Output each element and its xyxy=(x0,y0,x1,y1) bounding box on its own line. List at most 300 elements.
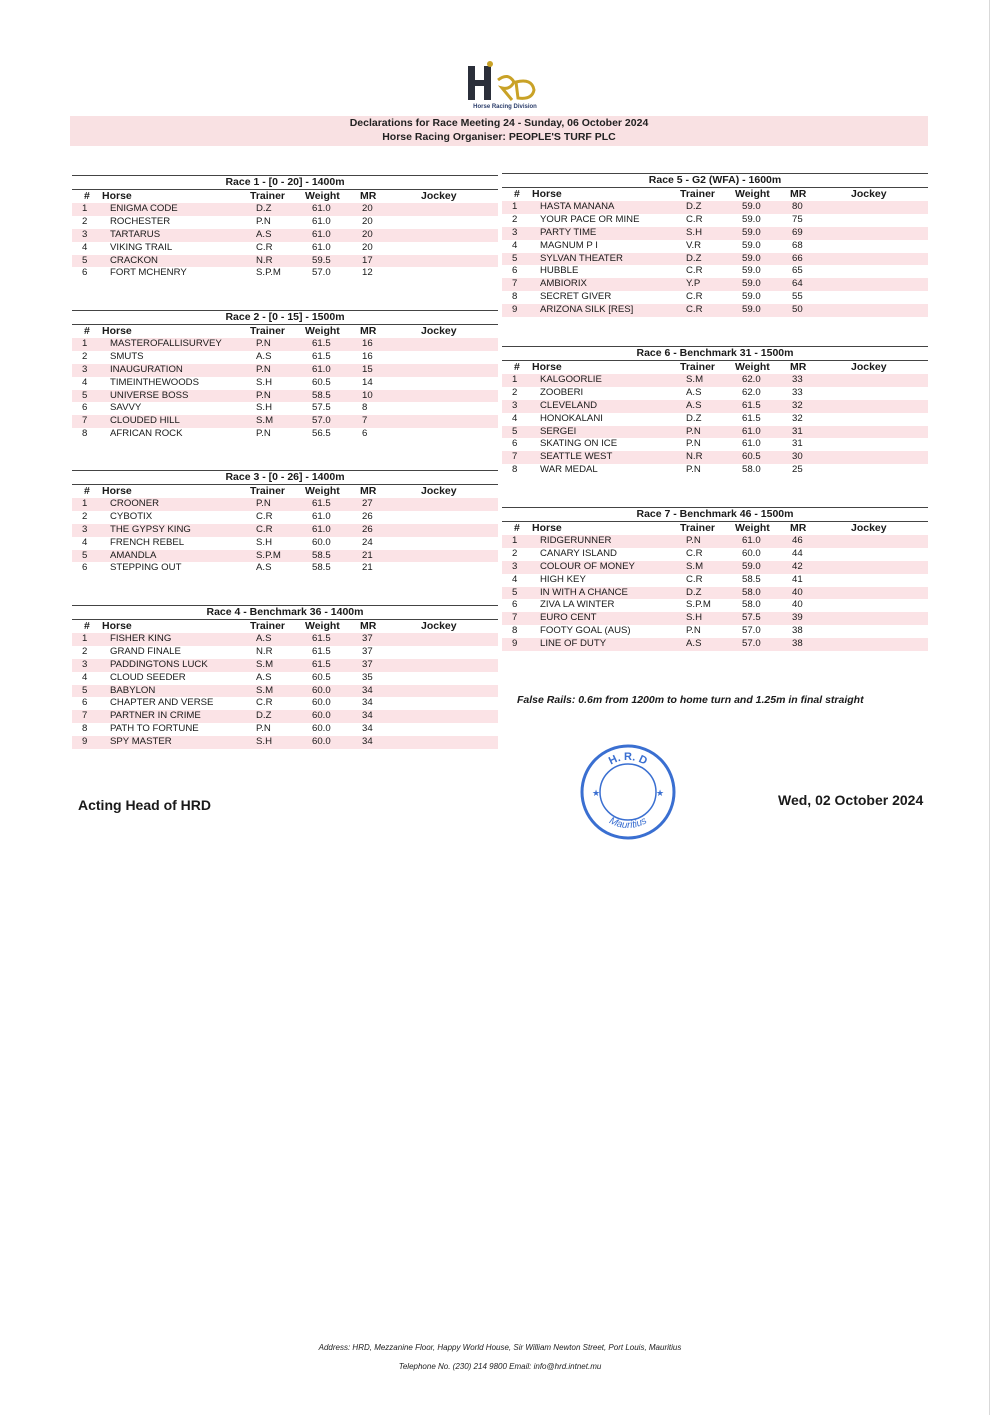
runner-trainer: N.R xyxy=(256,254,273,266)
race-table-header xyxy=(502,521,928,535)
runner-mr: 38 xyxy=(792,638,803,650)
runner-num: 8 xyxy=(82,723,88,735)
runner-horse: PARTY TIME xyxy=(540,226,597,238)
column-header-horse: Horse xyxy=(532,188,562,200)
runner-weight: 58.5 xyxy=(742,573,761,585)
footer-address: Address: HRD, Mezzanine Floor, Happy World House, Sir William Newton Street, Port Louis, Mauritius xyxy=(318,1343,682,1352)
runner-horse: CROONER xyxy=(110,498,160,509)
column-header-trainer: Trainer xyxy=(250,190,286,202)
runner-trainer: P.N xyxy=(256,338,271,349)
runner-num: 4 xyxy=(82,536,88,548)
runner-horse: STEPPING OUT xyxy=(110,562,182,574)
runner-horse: SKATING ON ICE xyxy=(540,438,618,450)
runner-weight: 60.5 xyxy=(312,671,331,683)
svg-text:H. R. D xyxy=(607,751,649,767)
column-header-mr: MR xyxy=(790,522,807,534)
runner-row xyxy=(502,612,928,625)
runner-num: 8 xyxy=(512,464,518,476)
runner-weight: 58.0 xyxy=(742,599,761,611)
race-table-header xyxy=(502,360,928,374)
runner-weight: 61.5 xyxy=(312,338,331,349)
runner-num: 3 xyxy=(82,363,88,375)
runner-mr: 21 xyxy=(362,549,373,561)
runner-weight: 59.0 xyxy=(742,304,761,316)
runner-trainer: D.Z xyxy=(686,252,702,264)
runner-num: 3 xyxy=(82,658,88,670)
runner-horse: PATH TO FORTUNE xyxy=(110,723,199,735)
runner-num: 4 xyxy=(82,376,88,388)
runner-num: 1 xyxy=(512,535,518,546)
race-table-header xyxy=(72,619,498,633)
runner-num: 9 xyxy=(512,638,518,650)
runner-horse: INAUGURATION xyxy=(110,363,183,375)
runner-row xyxy=(72,646,498,659)
runner-horse: IN WITH A CHANCE xyxy=(540,586,628,598)
runner-horse: SERGEI xyxy=(540,425,577,437)
runner-num: 7 xyxy=(512,278,518,290)
runner-row xyxy=(72,685,498,698)
column-header-mr: MR xyxy=(790,188,807,200)
column-header-num: # xyxy=(514,188,520,200)
svg-text:Mauritius xyxy=(607,815,648,831)
runner-horse: MAGNUM P I xyxy=(540,239,598,251)
runner-row xyxy=(72,633,498,646)
runner-trainer: A.S xyxy=(256,671,272,683)
runner-horse: RIDGERUNNER xyxy=(540,535,612,546)
runner-mr: 15 xyxy=(362,363,373,375)
runner-horse: FOOTY GOAL (AUS) xyxy=(540,625,631,637)
runner-weight: 57.0 xyxy=(742,625,761,637)
runner-row xyxy=(72,338,498,351)
runner-mr: 25 xyxy=(792,464,803,476)
runner-row xyxy=(502,638,928,651)
runner-trainer: A.S xyxy=(686,386,702,398)
column-header-horse: Horse xyxy=(102,325,132,337)
runner-horse: CLOUDED HILL xyxy=(110,415,180,427)
column-header-mr: MR xyxy=(790,361,807,373)
runner-weight: 62.0 xyxy=(742,386,761,398)
runner-mr: 20 xyxy=(362,203,373,214)
runner-trainer: C.R xyxy=(686,265,703,277)
runner-trainer: C.R xyxy=(686,547,703,559)
runner-mr: 34 xyxy=(362,736,373,748)
runner-mr: 20 xyxy=(362,228,373,240)
runner-num: 7 xyxy=(82,710,88,722)
runner-trainer: N.R xyxy=(256,645,273,657)
runner-horse: TARTARUS xyxy=(110,228,161,240)
runner-num: 1 xyxy=(512,374,518,385)
runner-horse: AMBIORIX xyxy=(540,278,587,290)
runner-horse: ZIVA LA WINTER xyxy=(540,599,615,611)
runner-num: 7 xyxy=(512,451,518,463)
runner-row xyxy=(72,242,498,255)
runner-trainer: S.H xyxy=(686,226,702,238)
runner-trainer: P.N xyxy=(256,428,271,440)
runner-weight: 60.0 xyxy=(312,536,331,548)
column-header-trainer: Trainer xyxy=(680,522,716,534)
race-1-table xyxy=(72,175,498,280)
runner-mr: 27 xyxy=(362,498,373,509)
runner-mr: 42 xyxy=(792,560,803,572)
svg-text:★: ★ xyxy=(656,788,665,798)
race-title: Race 4 - Benchmark 36 - 1400m xyxy=(72,606,498,619)
runner-weight: 60.0 xyxy=(312,723,331,735)
runner-horse: CANARY ISLAND xyxy=(540,547,617,559)
runner-row xyxy=(502,387,928,400)
runner-num: 2 xyxy=(82,215,88,227)
runner-row xyxy=(502,587,928,600)
runner-weight: 59.0 xyxy=(742,239,761,251)
runner-horse: THE GYPSY KING xyxy=(110,523,191,535)
runner-weight: 62.0 xyxy=(742,374,761,385)
runner-weight: 61.5 xyxy=(312,633,331,644)
runner-trainer: V.R xyxy=(686,239,702,251)
runner-trainer: S.P.M xyxy=(256,549,281,561)
runner-weight: 58.5 xyxy=(312,549,331,561)
runner-horse: AMANDLA xyxy=(110,549,157,561)
runner-row xyxy=(502,426,928,439)
runner-weight: 61.0 xyxy=(312,228,331,240)
runner-mr: 21 xyxy=(362,562,373,574)
runner-row xyxy=(502,599,928,612)
runner-mr: 16 xyxy=(362,350,373,362)
runner-trainer: D.Z xyxy=(686,412,702,424)
runner-trainer: A.S xyxy=(686,638,702,650)
runner-weight: 59.0 xyxy=(742,226,761,238)
runner-num: 8 xyxy=(512,291,518,303)
runner-mr: 35 xyxy=(362,671,373,683)
runner-horse: HONOKALANI xyxy=(540,412,603,424)
signatory-role: Acting Head of HRD xyxy=(78,797,211,813)
race-title: Race 6 - Benchmark 31 - 1500m xyxy=(502,347,928,360)
runner-horse: CRACKON xyxy=(110,254,158,266)
runner-row xyxy=(72,562,498,575)
runner-row xyxy=(502,535,928,548)
runner-mr: 69 xyxy=(792,226,803,238)
runner-trainer: D.Z xyxy=(256,710,272,722)
runner-row xyxy=(502,451,928,464)
runner-horse: TIMEINTHEWOODS xyxy=(110,376,200,388)
hrd-official-stamp xyxy=(578,742,678,842)
signature-date: Wed, 02 October 2024 xyxy=(778,792,924,808)
runner-weight: 61.0 xyxy=(742,535,761,546)
runner-row xyxy=(72,537,498,550)
race-6-table xyxy=(502,346,928,477)
runner-row xyxy=(72,415,498,428)
runner-row xyxy=(72,697,498,710)
race-title: Race 5 - G2 (WFA) - 1600m xyxy=(502,174,928,187)
runner-mr: 17 xyxy=(362,254,373,266)
runner-trainer: P.N xyxy=(686,438,701,450)
runner-weight: 60.0 xyxy=(312,684,331,696)
runner-weight: 61.0 xyxy=(742,438,761,450)
runner-row xyxy=(72,672,498,685)
runner-mr: 40 xyxy=(792,599,803,611)
runner-weight: 57.5 xyxy=(312,402,331,414)
column-header-mr: MR xyxy=(360,190,377,202)
runner-mr: 10 xyxy=(362,389,373,401)
runner-trainer: C.R xyxy=(256,510,273,522)
runner-weight: 59.0 xyxy=(742,265,761,277)
column-header-trainer: Trainer xyxy=(250,485,286,497)
runner-horse: ARIZONA SILK [RES] xyxy=(540,304,634,316)
logo-org-name: Horse Racing Division xyxy=(473,104,537,110)
runner-row xyxy=(72,723,498,736)
column-header-weight: Weight xyxy=(305,620,340,632)
race-3-table xyxy=(72,470,498,575)
svg-text:★: ★ xyxy=(592,788,601,798)
runner-num: 3 xyxy=(82,228,88,240)
runner-num: 6 xyxy=(82,562,88,574)
runner-trainer: S.H xyxy=(256,376,272,388)
column-header-weight: Weight xyxy=(305,325,340,337)
runner-weight: 61.5 xyxy=(312,498,331,509)
runner-row xyxy=(502,574,928,587)
column-header-num: # xyxy=(84,620,90,632)
column-header-weight: Weight xyxy=(305,190,340,202)
runner-weight: 58.5 xyxy=(312,562,331,574)
runner-mr: 37 xyxy=(362,645,373,657)
runner-row xyxy=(502,400,928,413)
runner-horse: SECRET GIVER xyxy=(540,291,612,303)
footer-contact: Telephone No. (230) 214 9800 Email: info@hrd.intnet.mu xyxy=(398,1362,602,1371)
runner-trainer: C.R xyxy=(256,697,273,709)
runner-num: 5 xyxy=(82,389,88,401)
runner-horse: CLEVELAND xyxy=(540,399,598,411)
runner-num: 6 xyxy=(512,599,518,611)
runner-mr: 33 xyxy=(792,386,803,398)
runner-trainer: C.R xyxy=(686,573,703,585)
runner-horse: MASTEROFALLISURVEY xyxy=(110,338,222,349)
runner-mr: 26 xyxy=(362,510,373,522)
runner-row xyxy=(72,659,498,672)
runner-weight: 61.5 xyxy=(742,412,761,424)
runner-num: 2 xyxy=(82,350,88,362)
runner-horse: LINE OF DUTY xyxy=(540,638,607,650)
runner-row xyxy=(502,304,928,317)
column-header-mr: MR xyxy=(360,325,377,337)
column-header-jockey: Jockey xyxy=(421,620,457,632)
column-header-trainer: Trainer xyxy=(680,188,716,200)
runner-trainer: A.S xyxy=(256,633,272,644)
runner-mr: 34 xyxy=(362,697,373,709)
race-title: Race 7 - Benchmark 46 - 1500m xyxy=(502,508,928,521)
runner-num: 4 xyxy=(82,241,88,253)
runner-trainer: S.M xyxy=(256,684,274,696)
column-header-jockey: Jockey xyxy=(851,188,887,200)
runner-weight: 58.0 xyxy=(742,586,761,598)
runner-num: 5 xyxy=(82,684,88,696)
runner-num: 1 xyxy=(82,338,88,349)
column-header-num: # xyxy=(84,485,90,497)
runner-mr: 46 xyxy=(792,535,803,546)
runner-row xyxy=(502,227,928,240)
runner-row xyxy=(502,214,928,227)
runner-row xyxy=(72,377,498,390)
runner-horse: COLOUR OF MONEY xyxy=(540,560,635,572)
runner-num: 5 xyxy=(82,254,88,266)
runner-num: 2 xyxy=(512,547,518,559)
runner-trainer: A.S xyxy=(256,350,272,362)
runner-weight: 61.5 xyxy=(312,658,331,670)
runner-trainer: A.S xyxy=(256,562,272,574)
runner-mr: 31 xyxy=(792,438,803,450)
runner-row xyxy=(502,201,928,214)
runner-row xyxy=(72,550,498,563)
race-table-header xyxy=(502,187,928,201)
runner-num: 2 xyxy=(82,645,88,657)
runner-row xyxy=(72,229,498,242)
runner-trainer: Y.P xyxy=(686,278,701,290)
column-header-horse: Horse xyxy=(532,361,562,373)
runner-weight: 56.5 xyxy=(312,428,331,440)
runner-mr: 66 xyxy=(792,252,803,264)
runner-weight: 61.0 xyxy=(742,425,761,437)
runner-trainer: A.S xyxy=(256,228,272,240)
runner-num: 5 xyxy=(82,549,88,561)
runner-horse: PADDINGTONS LUCK xyxy=(110,658,208,670)
column-header-mr: MR xyxy=(360,620,377,632)
runner-mr: 16 xyxy=(362,338,373,349)
runner-horse: SEATTLE WEST xyxy=(540,451,613,463)
runner-num: 5 xyxy=(512,425,518,437)
race-title: Race 3 - [0 - 26] - 1400m xyxy=(72,471,498,484)
runner-mr: 20 xyxy=(362,215,373,227)
runner-trainer: P.N xyxy=(686,425,701,437)
runner-trainer: N.R xyxy=(686,451,703,463)
column-header-horse: Horse xyxy=(532,522,562,534)
runner-mr: 24 xyxy=(362,536,373,548)
runner-mr: 44 xyxy=(792,547,803,559)
column-header-trainer: Trainer xyxy=(250,325,286,337)
race-title: Race 2 - [0 - 15] - 1500m xyxy=(72,311,498,324)
runner-mr: 8 xyxy=(362,402,368,414)
runner-trainer: S.P.M xyxy=(256,267,281,279)
race-2-table xyxy=(72,310,498,441)
runner-num: 9 xyxy=(82,736,88,748)
race-table-header xyxy=(72,189,498,203)
runner-weight: 57.5 xyxy=(742,612,761,624)
runner-num: 6 xyxy=(512,438,518,450)
runner-mr: 20 xyxy=(362,241,373,253)
runner-num: 6 xyxy=(512,265,518,277)
runner-horse: UNIVERSE BOSS xyxy=(110,389,189,401)
column-header-weight: Weight xyxy=(305,485,340,497)
runner-horse: HIGH KEY xyxy=(540,573,586,585)
runner-mr: 31 xyxy=(792,425,803,437)
runner-mr: 32 xyxy=(792,399,803,411)
runner-weight: 60.0 xyxy=(312,710,331,722)
runner-mr: 40 xyxy=(792,586,803,598)
runner-trainer: C.R xyxy=(256,241,273,253)
runner-num: 2 xyxy=(82,510,88,522)
runner-horse: KALGOORLIE xyxy=(540,374,602,385)
runner-row xyxy=(502,561,928,574)
runner-num: 2 xyxy=(512,386,518,398)
runner-trainer: D.Z xyxy=(686,201,702,212)
runner-mr: 41 xyxy=(792,573,803,585)
column-header-trainer: Trainer xyxy=(250,620,286,632)
runner-mr: 7 xyxy=(362,415,368,427)
runner-weight: 60.0 xyxy=(312,697,331,709)
runner-trainer: S.H xyxy=(256,736,272,748)
runner-weight: 61.0 xyxy=(312,510,331,522)
runner-row xyxy=(502,413,928,426)
column-header-trainer: Trainer xyxy=(680,361,716,373)
runner-num: 3 xyxy=(512,560,518,572)
runner-num: 6 xyxy=(82,697,88,709)
runner-mr: 34 xyxy=(362,684,373,696)
column-header-jockey: Jockey xyxy=(851,522,887,534)
runner-row xyxy=(72,736,498,749)
column-header-horse: Horse xyxy=(102,485,132,497)
runner-horse: SAVVY xyxy=(110,402,142,414)
runner-mr: 55 xyxy=(792,291,803,303)
runner-num: 4 xyxy=(512,573,518,585)
runner-trainer: P.N xyxy=(256,215,271,227)
runner-weight: 59.0 xyxy=(742,278,761,290)
race-7-table xyxy=(502,507,928,651)
runner-row xyxy=(502,278,928,291)
runner-mr: 65 xyxy=(792,265,803,277)
runner-horse: FRENCH REBEL xyxy=(110,536,185,548)
runner-weight: 57.0 xyxy=(742,638,761,650)
runner-row xyxy=(72,428,498,441)
runner-horse: PARTNER IN CRIME xyxy=(110,710,201,722)
runner-row xyxy=(72,216,498,229)
runner-mr: 32 xyxy=(792,412,803,424)
runner-horse: GRAND FINALE xyxy=(110,645,181,657)
runner-row xyxy=(502,291,928,304)
runner-row xyxy=(72,498,498,511)
runner-trainer: P.N xyxy=(686,625,701,637)
runner-trainer: C.R xyxy=(686,213,703,225)
runner-horse: ZOOBERI xyxy=(540,386,584,398)
runner-weight: 61.5 xyxy=(312,645,331,657)
runner-weight: 59.0 xyxy=(742,291,761,303)
runner-row xyxy=(72,511,498,524)
runner-row xyxy=(72,710,498,723)
false-rails-note: False Rails: 0.6m from 1200m to home turn and 1.25m in final straight xyxy=(517,694,864,706)
runner-num: 5 xyxy=(512,252,518,264)
column-header-num: # xyxy=(84,325,90,337)
column-header-jockey: Jockey xyxy=(421,485,457,497)
runner-num: 6 xyxy=(82,402,88,414)
runner-mr: 64 xyxy=(792,278,803,290)
runner-mr: 37 xyxy=(362,633,373,644)
runner-weight: 61.0 xyxy=(312,203,331,214)
page-edge xyxy=(989,0,990,1415)
runner-num: 9 xyxy=(512,304,518,316)
runner-weight: 60.5 xyxy=(742,451,761,463)
runner-row xyxy=(502,464,928,477)
runner-mr: 68 xyxy=(792,239,803,251)
runner-trainer: S.H xyxy=(256,402,272,414)
runner-row xyxy=(72,203,498,216)
column-header-jockey: Jockey xyxy=(421,325,457,337)
runner-num: 1 xyxy=(82,633,88,644)
runner-num: 7 xyxy=(82,415,88,427)
runner-trainer: S.H xyxy=(256,536,272,548)
column-header-weight: Weight xyxy=(735,188,770,200)
runner-num: 5 xyxy=(512,586,518,598)
runner-trainer: P.N xyxy=(256,498,271,509)
runner-num: 8 xyxy=(82,428,88,440)
runner-num: 4 xyxy=(512,412,518,424)
runner-row xyxy=(72,390,498,403)
runner-mr: 75 xyxy=(792,213,803,225)
runner-weight: 61.5 xyxy=(312,350,331,362)
